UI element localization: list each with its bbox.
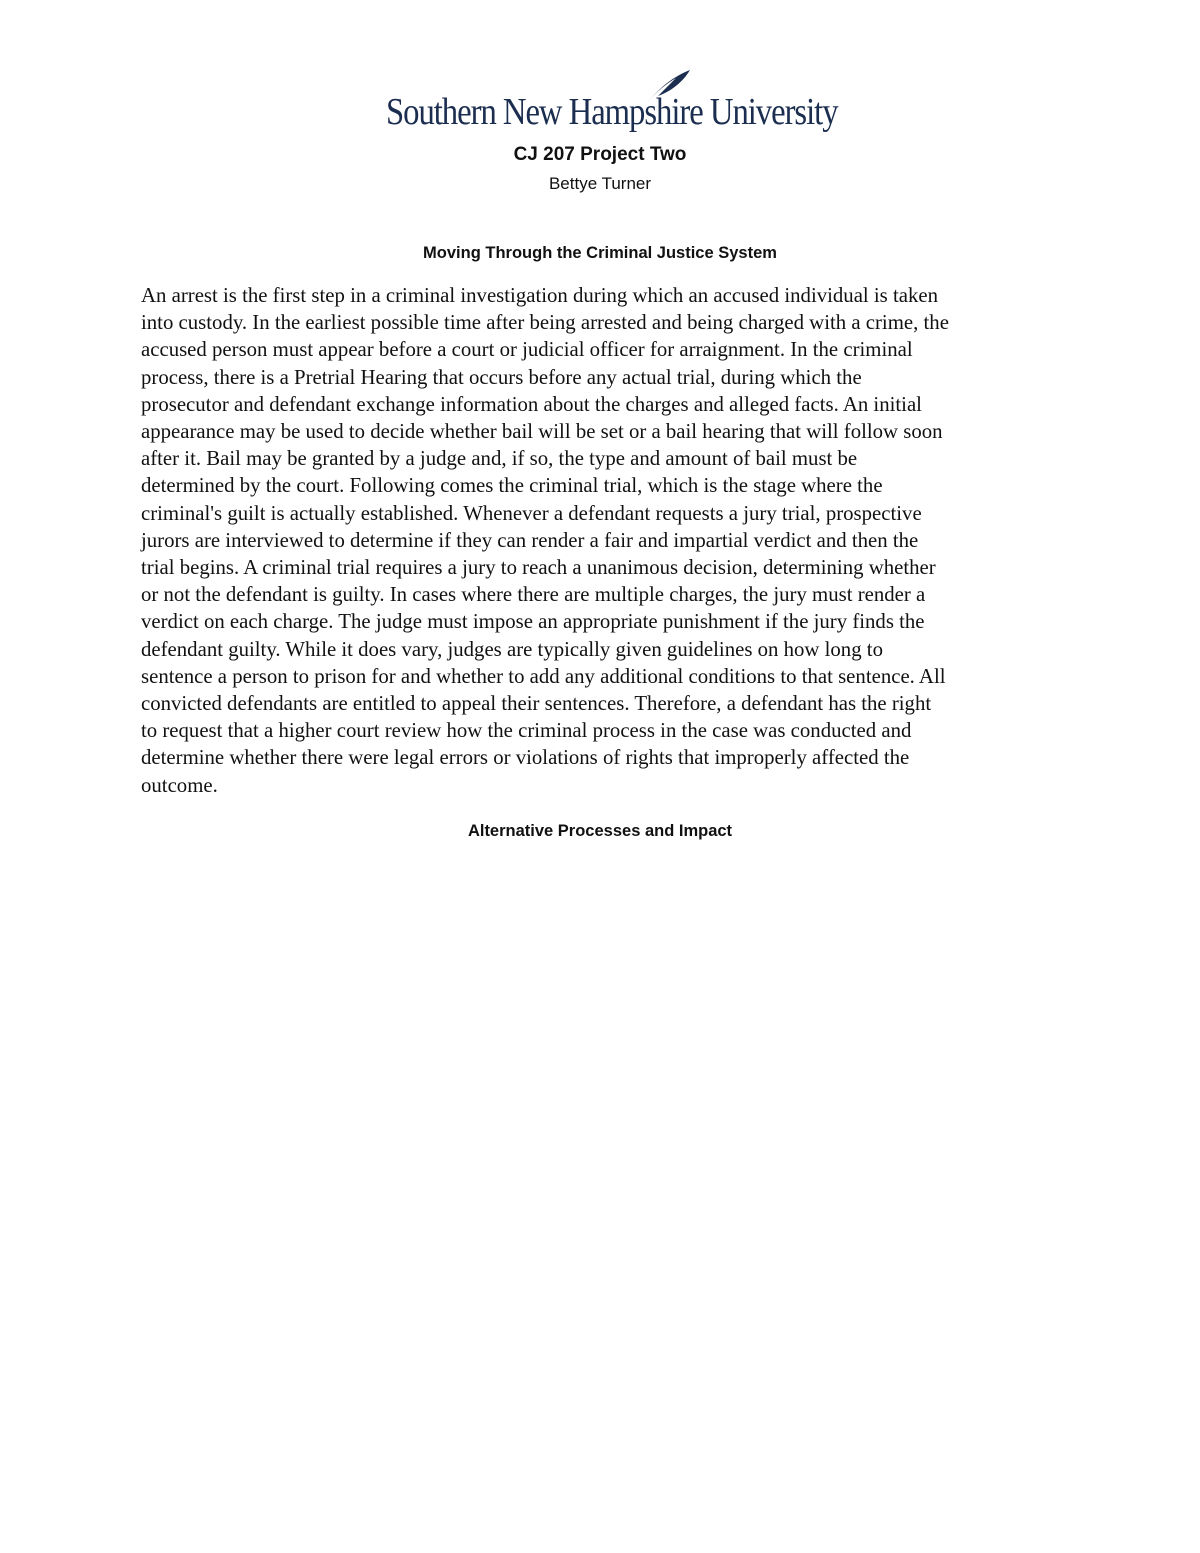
paragraph-line: An arrest is the first step in a criminal investigation during which an accused individual is taken bbox=[141, 284, 939, 307]
paragraph-line: jurors are interviewed to determine if they can render a fair and impartial verdict and then the bbox=[141, 528, 919, 552]
paragraph-line: to request that a higher court review how the criminal process in the case was conducted and bbox=[141, 719, 912, 743]
paragraph-line: prosecutor and defendant exchange information about the charges and alleged facts. An initial bbox=[141, 392, 922, 416]
paragraph-line: convicted defendants are entitled to appeal their sentences. Therefore, a defendant has the right bbox=[141, 692, 932, 716]
paragraph-line: appearance may be used to decide whether bail will be set or a bail hearing that will follow soon bbox=[141, 420, 943, 444]
paragraph-line: outcome. bbox=[141, 773, 218, 797]
paragraph-line: determined by the court. Following comes the criminal trial, which is the stage where the bbox=[141, 474, 883, 498]
paragraph-line: defendant guilty. While it does vary, judges are typically given guidelines on how long to bbox=[141, 637, 883, 661]
paragraph-line: verdict on each charge. The judge must impose an appropriate punishment if the jury finds the bbox=[141, 610, 925, 634]
author-name: Bettye Turner bbox=[548, 174, 652, 193]
body-paragraph bbox=[141, 282, 1071, 799]
paragraph-line: after it. Bail may be granted by a judge and, if so, the type and amount of bail must be bbox=[141, 447, 858, 471]
paragraph-line: determine whether there were legal errors or violations of rights that improperly affected the bbox=[141, 746, 910, 770]
document-title: CJ 207 Project Two bbox=[513, 144, 687, 165]
university-logo-text: Southern New Hampshire University bbox=[386, 91, 838, 133]
paragraph-line: process, there is a Pretrial Hearing that occurs before any actual trial, during which the bbox=[141, 365, 862, 389]
paragraph-line: accused person must appear before a court or judicial officer for arraignment. In the criminal bbox=[141, 338, 913, 362]
university-logo bbox=[386, 68, 838, 134]
paragraph-line: criminal's guilt is actually established. Whenever a defendant requests a jury trial, prospective bbox=[141, 501, 922, 525]
paragraph-line: sentence a person to prison for and whether to add any additional conditions to that sentence. All bbox=[141, 664, 946, 688]
paragraph-line: into custody. In the earliest possible time after being arrested and being charged with a crime, the bbox=[141, 311, 949, 335]
paragraph-line: or not the defendant is guilty. In cases where there are multiple charges, the jury must render a bbox=[141, 583, 926, 607]
section-heading-alternative-processes: Alternative Processes and Impact bbox=[467, 822, 733, 840]
paragraph-line: trial begins. A criminal trial requires a jury to reach a unanimous decision, determining whether bbox=[141, 556, 936, 580]
section-heading-moving-through: Moving Through the Criminal Justice System bbox=[423, 244, 777, 262]
